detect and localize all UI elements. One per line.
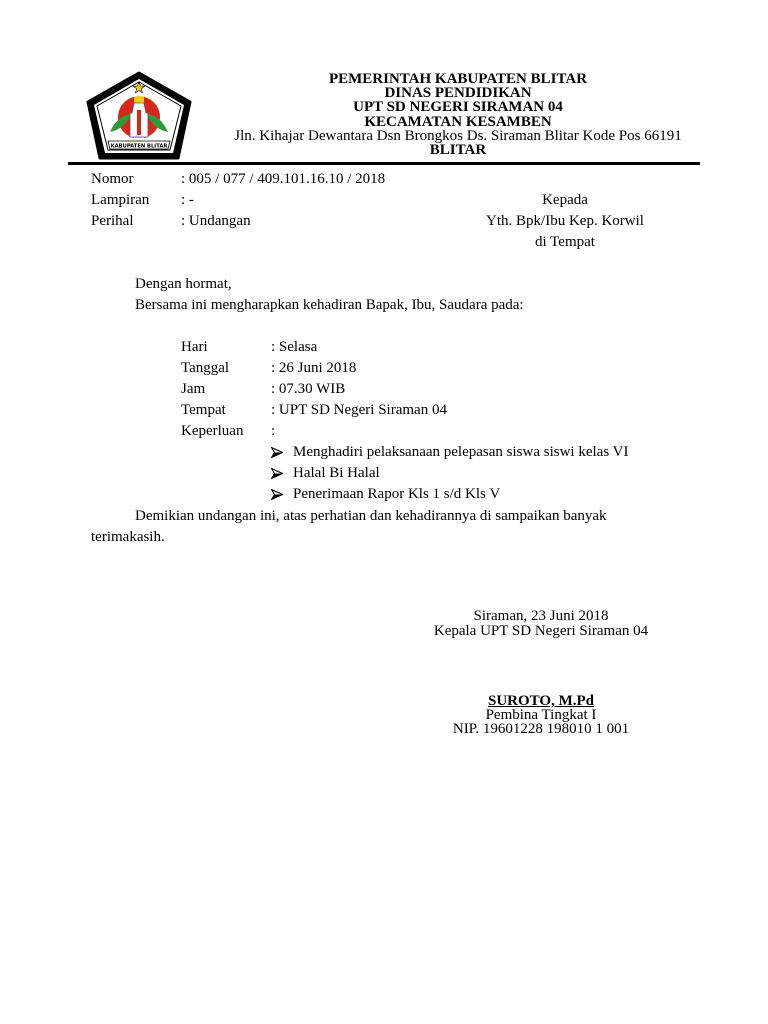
detail-label: Hari <box>181 339 208 355</box>
recipient-name: Yth. Bpk/Ibu Kep. Korwil <box>486 213 644 229</box>
arrowhead-bullet-icon <box>271 468 283 479</box>
detail-value: : Selasa <box>271 339 318 355</box>
detail-label: Tempat <box>181 402 226 418</box>
recipient-kepada: Kepada <box>542 192 588 208</box>
kabupaten-blitar-logo <box>84 70 194 162</box>
detail-label: Jam <box>181 381 206 397</box>
signatory-nip: NIP. 19601228 198010 1 001 <box>452 721 630 737</box>
signatory-rank: Pembina Tingkat I <box>485 707 597 723</box>
list-item: Halal Bi Halal <box>293 465 380 481</box>
arrowhead-bullet-icon <box>271 489 283 500</box>
list-item: Penerimaan Rapor Kls 1 s/d Kls V <box>293 486 501 502</box>
signature-place-date: Siraman, 23 Juni 2018 <box>473 608 609 624</box>
detail-value: : 26 Juni 2018 <box>271 360 357 376</box>
intro-paragraph: Bersama ini mengharapkan kehadiran Bapak, Ibu, Saudara pada: <box>135 297 524 313</box>
detail-label: Keperluan <box>181 423 244 439</box>
detail-value: : 07.30 WIB <box>271 381 346 397</box>
list-item: Menghadiri pelaksanaan pelepasan siswa siswi kelas VI <box>293 444 629 460</box>
signatory-name: SUROTO, M.Pd <box>488 693 594 709</box>
detail-label: Tanggal <box>181 360 230 376</box>
detail-value: : UPT SD Negeri Siraman 04 <box>271 402 447 418</box>
district-line: KECAMATAN KESAMBEN <box>364 113 552 130</box>
city-line: BLITAR <box>429 142 487 159</box>
letterhead-divider <box>68 162 700 165</box>
letterhead-text <box>218 72 698 157</box>
department-line: DINAS PENDIDIKAN <box>384 85 532 102</box>
greeting: Dengan hormat, <box>135 276 232 292</box>
recipient-place: di Tempat <box>535 234 595 250</box>
arrowhead-bullet-icon <box>271 447 283 458</box>
nomor-value: : 005 / 077 / 409.101.16.10 / 2018 <box>181 171 386 187</box>
perihal-value: : Undangan <box>181 213 251 229</box>
lampiran-value: : - <box>181 192 194 208</box>
government-line: PEMERINTAH KABUPATEN BLITAR <box>328 71 588 87</box>
logo-banner-text: KABUPATEN BLITAR <box>110 143 168 150</box>
signature-position: Kepala UPT SD Negeri Siraman 04 <box>433 623 649 639</box>
perihal-label: Perihal <box>91 213 134 229</box>
nomor-label: Nomor <box>91 171 134 187</box>
closing-line-2: terimakasih. <box>91 529 165 545</box>
school-line: UPT SD NEGERI SIRAMAN 04 <box>353 99 563 116</box>
address-line: Jln. Kihajar Dewantara Dsn Brongkos Ds. Siraman Blitar Kode Pos 66191 <box>234 127 682 144</box>
closing-line-1: Demikian undangan ini, atas perhatian dan kehadirannya di sampaikan banyak <box>135 508 607 524</box>
detail-value: : <box>271 423 276 439</box>
lampiran-label: Lampiran <box>91 192 150 208</box>
